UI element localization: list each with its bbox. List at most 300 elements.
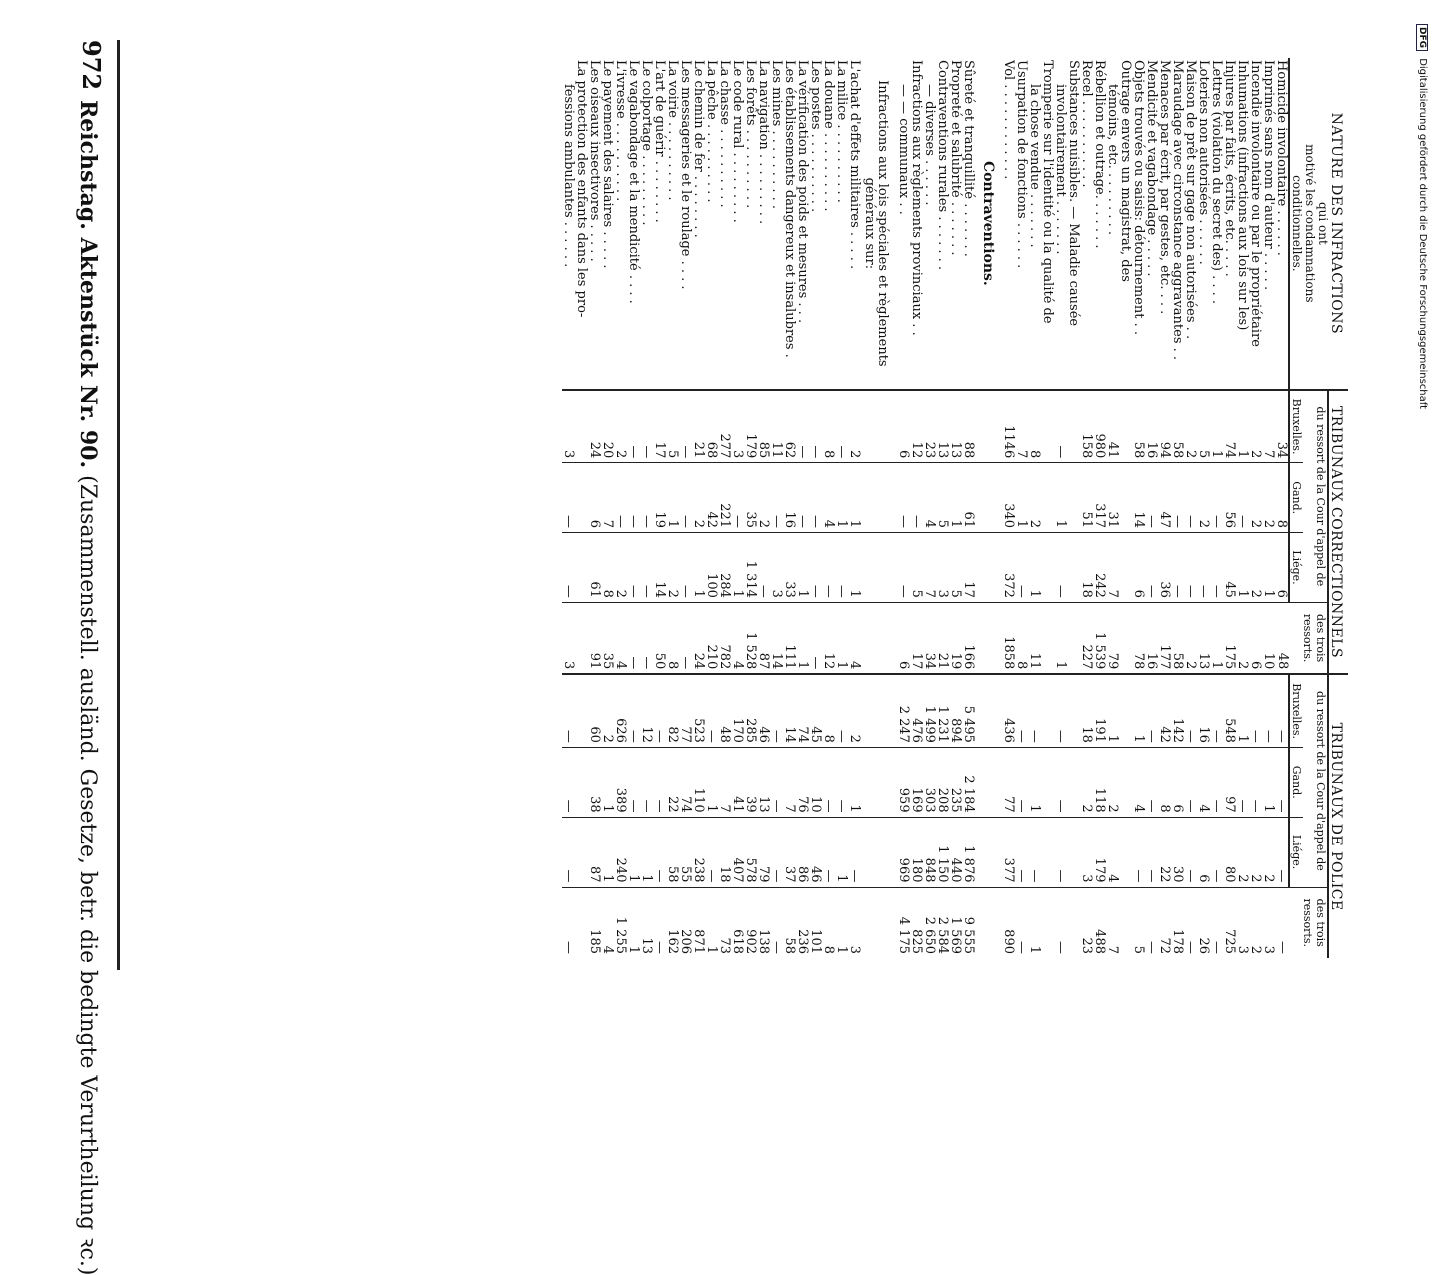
page-header — [66, 40, 108, 1275]
row-label-text: Menaces par écrit, par gestes, etc. . . . — [1157, 60, 1172, 315]
table-row — [783, 58, 796, 958]
row-label — [848, 58, 861, 390]
cell-value: 19 — [949, 602, 962, 674]
cell-value: 46 — [809, 817, 822, 887]
row-label — [1249, 58, 1262, 390]
nature-header — [1289, 58, 1348, 390]
cell-value: 7 — [1262, 390, 1275, 463]
cell-value: — — [809, 533, 822, 603]
cell-value: 1 — [1028, 747, 1041, 817]
cell-value: 74 — [1223, 390, 1236, 463]
cell-value: 1 — [601, 747, 614, 817]
cell-value: 1 — [666, 463, 679, 533]
rows-delits — [1002, 58, 1289, 958]
ressort-header-1: du ressort de la Cour d'appel de — [1303, 390, 1328, 603]
cell-value: — — [1249, 747, 1262, 817]
row-label — [1067, 58, 1080, 390]
cell-value: — — [835, 747, 848, 817]
table-row — [1093, 58, 1106, 958]
footer — [1416, 24, 1428, 984]
cell-value: — — [1145, 463, 1158, 533]
cell-value: — — [822, 533, 835, 603]
cell-value: 17 — [653, 390, 666, 463]
cell-value: 101 — [809, 887, 822, 958]
cell-value: 50 — [653, 602, 666, 674]
cell-value: — — [1054, 390, 1067, 463]
cell-value: — — [627, 602, 640, 674]
cell-value: 2 247 — [897, 674, 910, 747]
cell-value: 1 — [835, 887, 848, 958]
cell-value: 407 — [731, 817, 744, 887]
cell-value: — — [562, 674, 575, 747]
row-label-text: Sûreté et tranquillité . . . . . . . — [961, 60, 976, 257]
cell-value: 56 — [1223, 463, 1236, 533]
cell-value: 7 — [1106, 533, 1119, 603]
row-label — [1210, 58, 1223, 390]
cell-value: 1 — [949, 463, 962, 533]
cell-value: 2 — [1249, 817, 1262, 887]
row-label-text: La douane . . . . . . . . . . — [821, 60, 836, 212]
cell-value: 5 — [936, 463, 949, 533]
row-label — [1015, 58, 1028, 390]
cell-value: 16 — [1145, 602, 1158, 674]
table-row — [757, 58, 770, 958]
cell-value: — — [1184, 817, 1197, 887]
row-label — [757, 58, 770, 390]
cell-value: 2 — [1106, 747, 1119, 817]
cell-value: 2 — [1262, 817, 1275, 887]
cell-value: 13 — [640, 887, 653, 958]
cell-value: 969 — [897, 817, 910, 887]
cell-value: 16 — [783, 463, 796, 533]
cell-value: 440 — [949, 817, 962, 887]
cell-value: — — [796, 390, 809, 463]
cell-value: 179 — [744, 390, 757, 463]
row-label-text: témoins, etc. . . . . . . . . — [1105, 84, 1120, 235]
cell-value: 138 — [757, 887, 770, 958]
cell-value: 8 — [1275, 463, 1289, 533]
row-label-text: Outrage envers un magistrat, des — [1118, 60, 1133, 282]
cell-value: 37 — [783, 817, 796, 887]
row-label-text: Lettres (violation du secret des) . . . . — [1209, 60, 1224, 305]
table-row — [1236, 58, 1249, 958]
cell-value: 4 — [848, 602, 861, 674]
row-label-text: Mendicité et vagabondage . . . . . — [1144, 60, 1159, 277]
cell-value: 1 — [1054, 463, 1067, 533]
row-label — [809, 58, 822, 390]
table-row — [666, 58, 679, 958]
cell-value: 890 — [1002, 887, 1015, 958]
table-row — [1275, 58, 1289, 958]
table-row — [796, 58, 809, 958]
cell-value: 74 — [796, 674, 809, 747]
cell-value: 6 — [1249, 602, 1262, 674]
cell-value: 285 — [744, 674, 757, 747]
cell-value: — — [1236, 747, 1249, 817]
cell-value: 185 — [588, 887, 601, 958]
cell-value: — — [1145, 817, 1158, 887]
cell-value: 23 — [923, 390, 936, 463]
cell-value: 488 — [1093, 887, 1106, 958]
row-label-text: Le payement des salaires . . . . . — [600, 60, 615, 269]
cell-value: 45 — [1223, 533, 1236, 603]
cell-value: — — [1275, 887, 1289, 958]
row-label — [783, 58, 796, 390]
cell-value: 2 — [1080, 747, 1093, 817]
cell-value: 110 — [692, 747, 705, 817]
table-row — [1262, 58, 1275, 958]
cell-value: 5 — [666, 390, 679, 463]
cell-value: — — [731, 463, 744, 533]
cell-value: 1 — [1236, 390, 1249, 463]
row-label-text: La navigation . . . . . . . . . — [756, 60, 771, 225]
table-row — [809, 58, 822, 958]
dfg-logo: DFG — [1416, 24, 1428, 51]
row-label — [822, 58, 835, 390]
cell-value: 12 — [910, 390, 923, 463]
cell-value: 208 — [936, 747, 949, 817]
cell-value: 210 — [705, 602, 718, 674]
table-row — [1145, 58, 1158, 958]
cell-value: — — [1210, 674, 1223, 747]
cell-value: 1 — [1262, 747, 1275, 817]
nature-line-3: motivé les condamnations — [1303, 144, 1317, 303]
cell-value: — — [897, 533, 910, 603]
table-row — [1067, 58, 1080, 958]
cell-value: 2 — [1262, 463, 1275, 533]
cell-value: 8 — [1158, 747, 1171, 817]
cell-value: 170 — [731, 674, 744, 747]
cell-value: 191 — [1093, 674, 1106, 747]
cell-value: 36 — [1158, 533, 1171, 603]
cell-value: 2 — [601, 674, 614, 747]
cell-value: 42 — [1158, 674, 1171, 747]
cell-value: 74 — [679, 747, 692, 817]
group-police-label: TRIBUNAUX DE POLICE — [1328, 722, 1344, 911]
row-label-text: Homicide involontaire . . . . . . — [1274, 60, 1289, 256]
cell-value: 871 — [692, 887, 705, 958]
cell-value: 578 — [744, 817, 757, 887]
cell-value: 1 — [835, 602, 848, 674]
cell-value: — — [1184, 674, 1197, 747]
cell-value: 1 569 — [949, 887, 962, 958]
cell-value: 3 — [770, 533, 783, 603]
cell-value: — — [1054, 817, 1067, 887]
cell-value: 1 — [705, 887, 718, 958]
col-bruxelles-1: Bruxelles. — [1289, 390, 1303, 463]
cell-value: 1 — [601, 817, 614, 887]
cell-value: 35 — [601, 602, 614, 674]
group-police — [1328, 674, 1348, 958]
table-header-row — [1328, 58, 1348, 958]
cell-value: 303 — [923, 747, 936, 817]
cell-value: 13 — [1197, 602, 1210, 674]
table-row — [1197, 58, 1210, 958]
section-row — [975, 58, 1002, 958]
cell-value: 1 — [1236, 533, 1249, 603]
cell-value: 13 — [757, 747, 770, 817]
cell-value: 476 — [910, 674, 923, 747]
nature-title: NATURE DES INFRACTIONS — [1328, 112, 1344, 335]
cell-value: 41 — [1106, 390, 1119, 463]
table-row — [936, 58, 949, 958]
statistics-table — [562, 58, 1348, 958]
cell-value: 86 — [796, 817, 809, 887]
rows-contraventions — [897, 58, 975, 958]
row-label — [1223, 58, 1236, 390]
cell-value: 240 — [614, 817, 627, 887]
cell-value: — — [770, 747, 783, 817]
table-row — [1223, 58, 1236, 958]
cell-value: 436 — [1002, 674, 1015, 747]
cell-value: — — [1197, 533, 1210, 603]
cell-value: 5 — [949, 533, 962, 603]
cell-value: 825 — [910, 887, 923, 958]
cell-value: 73 — [718, 887, 731, 958]
row-label — [653, 58, 666, 390]
table-row — [1158, 58, 1171, 958]
table-row — [822, 58, 835, 958]
cell-value: 16 — [1197, 674, 1210, 747]
row-label — [731, 58, 744, 390]
row-label-text: Les établissements dangereux et insalubres . — [782, 60, 797, 358]
row-label — [1106, 58, 1119, 390]
cell-value: — — [796, 463, 809, 533]
page-title-bold: Reichstag. Aktenstück Nr. 90. — [75, 100, 101, 469]
cell-value: 5 495 — [962, 674, 975, 747]
row-label — [1054, 58, 1067, 390]
cell-value: 80 — [1223, 817, 1236, 887]
cell-value: 24 — [692, 602, 705, 674]
table-row — [1119, 58, 1132, 958]
row-label-text: — — communaux . . — [896, 84, 911, 215]
cell-value: 2 — [1184, 390, 1197, 463]
cell-value: 97 — [1223, 747, 1236, 817]
cell-value: — — [757, 533, 770, 603]
cell-value: 79 — [757, 817, 770, 887]
cell-value: 51 — [1080, 463, 1093, 533]
cell-value: 2 — [1028, 463, 1041, 533]
cell-value: 1 231 — [936, 674, 949, 747]
cell-value: 8 — [822, 887, 835, 958]
cell-value: 30 — [1171, 817, 1184, 887]
cell-value: 7 — [718, 747, 731, 817]
cell-value: 20 — [601, 390, 614, 463]
cell-value: — — [897, 463, 910, 533]
cell-value: 2 — [614, 533, 627, 603]
table-row — [962, 58, 975, 958]
table-row — [835, 58, 848, 958]
row-label — [601, 58, 614, 390]
cell-value: — — [1028, 817, 1041, 887]
group-correctionnels — [1328, 390, 1348, 675]
cell-value: 2 — [1236, 817, 1249, 887]
row-label-text: Loteries non autorisées . . . . . . — [1196, 60, 1211, 265]
row-label — [910, 58, 923, 390]
row-label — [640, 58, 653, 390]
row-label — [1119, 58, 1132, 390]
col-liege-2: Liége. — [1289, 817, 1303, 887]
row-label-text: La chasse . . . . . . . . . . — [717, 60, 732, 208]
row-label — [1184, 58, 1197, 390]
page-title — [74, 100, 104, 1275]
cell-value: 2 — [1249, 887, 1262, 958]
table-row — [910, 58, 923, 958]
cell-value: 13 — [949, 390, 962, 463]
table-row — [1028, 58, 1041, 958]
cell-value: 1 — [796, 602, 809, 674]
cell-value: — — [640, 533, 653, 603]
ressort-header-2: du ressort de la Cour d'appel de — [1303, 674, 1328, 887]
cell-value: 82 — [666, 674, 679, 747]
cell-value: — — [1054, 674, 1067, 747]
row-label — [588, 58, 601, 390]
cell-value: 1 — [848, 463, 861, 533]
cell-value: 221 — [718, 463, 731, 533]
table-row — [562, 58, 575, 958]
cell-value: 1 539 — [1093, 602, 1106, 674]
cell-value: — — [1145, 533, 1158, 603]
cell-value: 7 — [783, 747, 796, 817]
cell-value: 4 — [822, 463, 835, 533]
cell-value: — — [627, 674, 640, 747]
row-label-text: involontairement . . . . . . . — [1053, 84, 1068, 255]
cell-value: 12 — [822, 602, 835, 674]
cell-value: — — [822, 817, 835, 887]
cell-value: 19 — [653, 463, 666, 533]
cell-value: 1 — [692, 533, 705, 603]
table-row — [897, 58, 910, 958]
row-label-text: La vérification des poids et mesures . . . — [795, 60, 810, 324]
cell-value: — — [1132, 817, 1145, 887]
cell-value: 2 — [848, 674, 861, 747]
cell-value: — — [1171, 463, 1184, 533]
row-label — [575, 58, 588, 390]
cell-value: 58 — [1171, 390, 1184, 463]
row-label-text: L'ivresse . . . . . . . . . . — [613, 60, 628, 202]
cell-value: 6 — [1275, 533, 1289, 603]
cell-value: 3 — [562, 390, 575, 463]
cell-value: — — [1236, 463, 1249, 533]
row-label-text: — diverses . . . . . . — [922, 84, 937, 206]
cell-value: 8 — [822, 390, 835, 463]
cell-value: — — [627, 390, 640, 463]
cell-value: 2 — [692, 463, 705, 533]
cell-value: 42 — [705, 463, 718, 533]
cell-value: 7 — [1015, 390, 1028, 463]
cell-value: 61 — [962, 463, 975, 533]
table-row — [923, 58, 936, 958]
cell-value: — — [1275, 817, 1289, 887]
cell-value: 523 — [692, 674, 705, 747]
row-label — [1197, 58, 1210, 390]
section-contraventions — [975, 58, 1002, 958]
cell-value: 88 — [962, 390, 975, 463]
cell-value: 14 — [783, 674, 796, 747]
cell-value: 10 — [1262, 602, 1275, 674]
cell-value: 9 555 — [962, 887, 975, 958]
cell-value: 1 — [1028, 887, 1041, 958]
cell-value: 79 — [1106, 602, 1119, 674]
cell-value: 58 — [666, 817, 679, 887]
cell-value: 5 — [910, 533, 923, 603]
row-label-text: La protection des enfants dans les pro- — [574, 60, 589, 318]
cell-value: 1 499 — [923, 674, 936, 747]
page-title-rest: (Zusammenstell. ausländ. Gesetze, betr. die bedingte Verurtheilung ꝛc.) — [75, 475, 100, 1275]
cell-value: 34 — [923, 602, 936, 674]
cell-value: 4 175 — [897, 887, 910, 958]
cell-value: — — [679, 463, 692, 533]
row-label — [1132, 58, 1145, 390]
cell-value: 618 — [731, 887, 744, 958]
cell-value: 340 — [1002, 463, 1015, 533]
row-label — [962, 58, 975, 390]
table-row — [1210, 58, 1223, 958]
cell-value: 14 — [770, 602, 783, 674]
cell-value: 8 — [666, 602, 679, 674]
cell-value: — — [1054, 887, 1067, 958]
cell-value: 4 — [923, 463, 936, 533]
cell-value: 389 — [614, 747, 627, 817]
cell-value: 6 — [1171, 747, 1184, 817]
cell-value: — — [809, 390, 822, 463]
cell-value: 177 — [1158, 602, 1171, 674]
table-row — [653, 58, 666, 958]
table-row — [1249, 58, 1262, 958]
cell-value: — — [1171, 533, 1184, 603]
cell-value: — — [705, 674, 718, 747]
cell-value: — — [1054, 533, 1067, 603]
row-label — [1041, 58, 1054, 390]
cell-value: — — [627, 747, 640, 817]
cell-value: 11 — [1028, 602, 1041, 674]
cell-value: 175 — [1223, 602, 1236, 674]
cell-value: 111 — [783, 602, 796, 674]
cell-value: 58 — [1132, 390, 1145, 463]
cell-value: 1 — [1106, 674, 1119, 747]
cell-value: 1 — [627, 887, 640, 958]
cell-value: — — [653, 817, 666, 887]
cell-value: 980 — [1093, 390, 1106, 463]
cell-value: — — [1249, 674, 1262, 747]
table-row — [1171, 58, 1184, 958]
row-label-text: Les oiseaux insectivores . . . . . — [587, 60, 602, 262]
cell-value: 848 — [923, 817, 936, 887]
cell-value: 158 — [1080, 390, 1093, 463]
cell-value: 85 — [757, 390, 770, 463]
cell-value: 14 — [653, 533, 666, 603]
cell-value: 548 — [1223, 674, 1236, 747]
cell-value: 277 — [718, 390, 731, 463]
cell-value: — — [822, 747, 835, 817]
cell-value: 6 — [897, 390, 910, 463]
cell-value: — — [640, 747, 653, 817]
cell-value: 12 — [640, 674, 653, 747]
cell-value: — — [640, 602, 653, 674]
cell-value: 894 — [949, 674, 962, 747]
row-label-text: Maraudage avec circonstance aggravantes . . — [1170, 60, 1185, 361]
cell-value: — — [627, 533, 640, 603]
cell-value: — — [835, 390, 848, 463]
cell-value: — — [1262, 674, 1275, 747]
cell-value: 1 — [796, 533, 809, 603]
cell-value: 77 — [679, 674, 692, 747]
cell-value: 238 — [692, 817, 705, 887]
cell-value: 1 — [848, 533, 861, 603]
cell-value: 3 — [1080, 817, 1093, 887]
cell-value: 4 — [731, 602, 744, 674]
header-rule — [117, 40, 120, 970]
